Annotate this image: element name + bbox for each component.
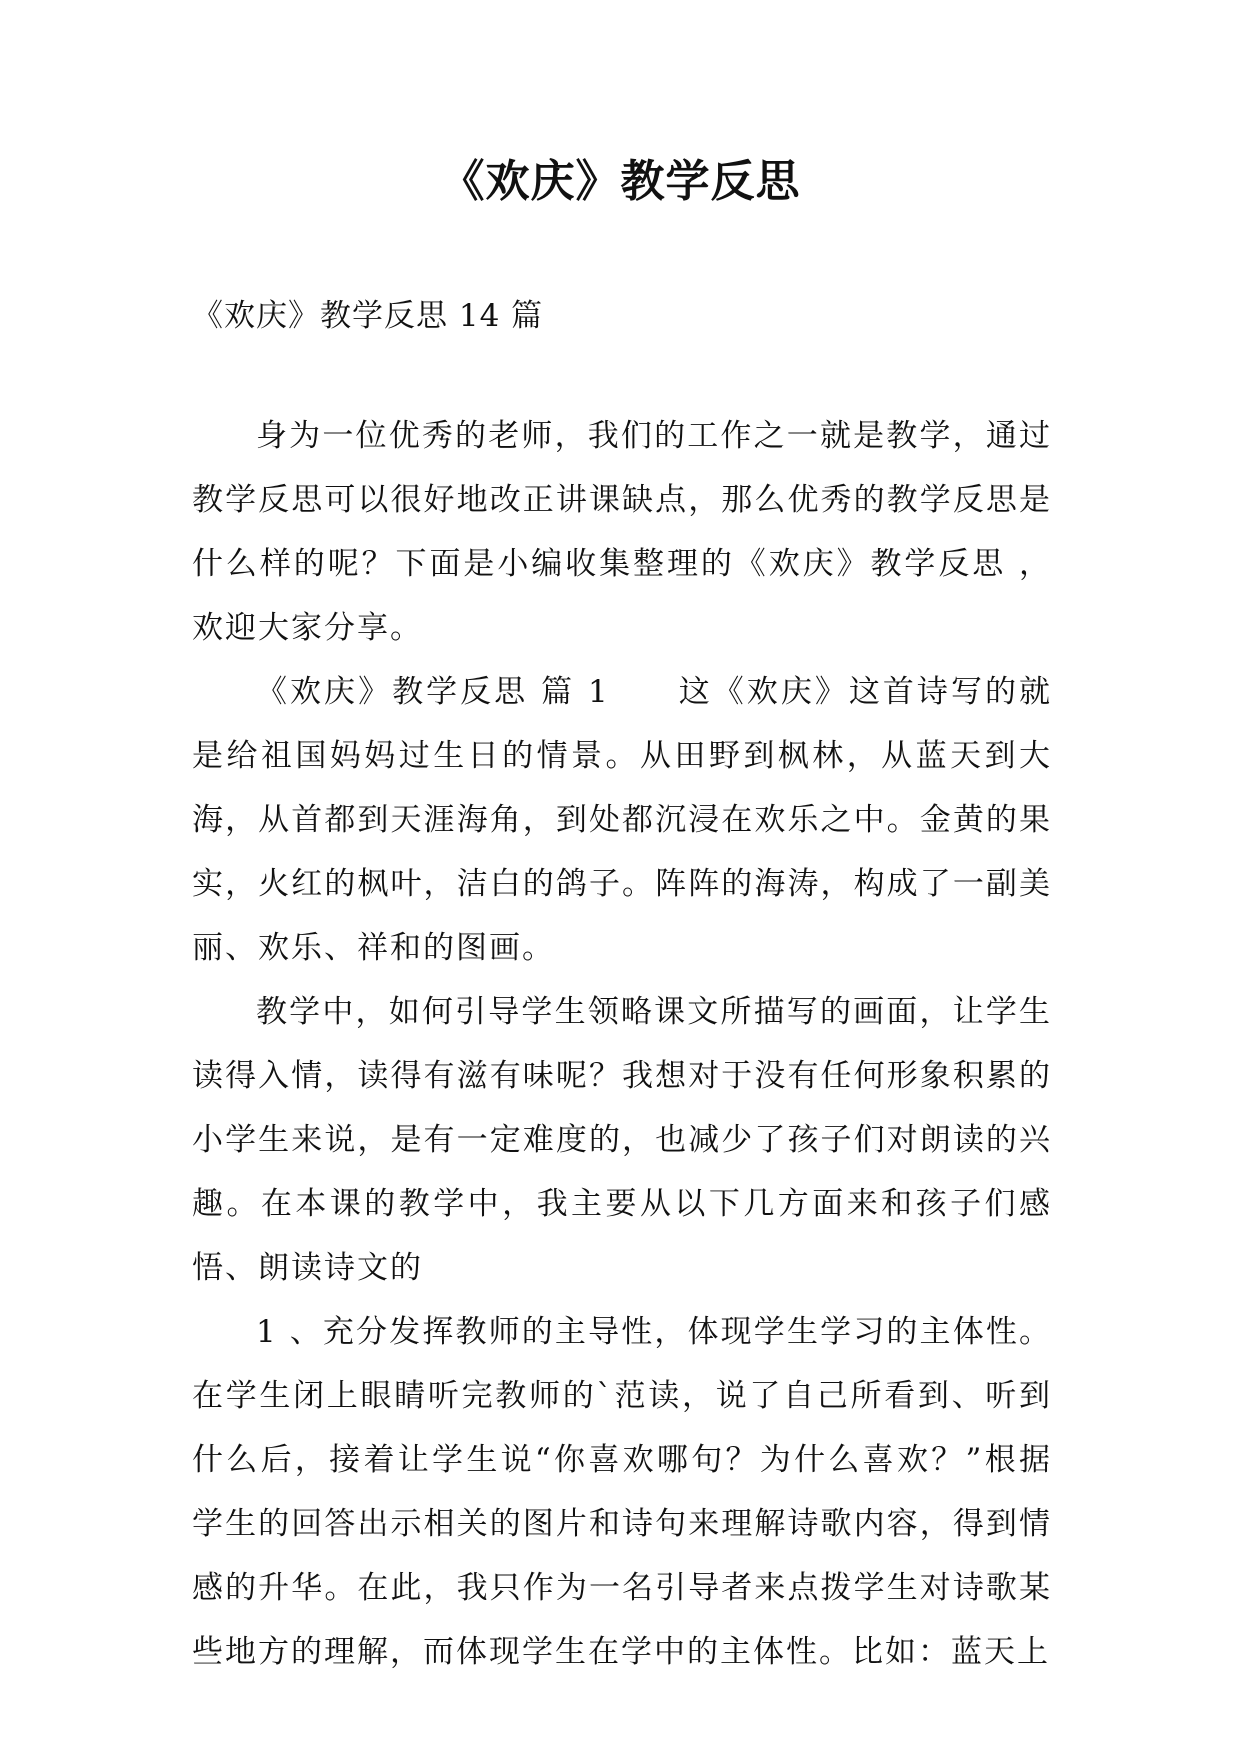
paragraph-intro: 身为一位优秀的老师，我们的工作之一就是教学，通过教学反思可以很好地改正讲课缺点，那么优秀的教学反思是什么样的呢？下面是小编收集整理的《欢庆》教学反思 ，欢迎大家分享。 xyxy=(192,418,1052,646)
paragraph-teaching: 教学中，如何引导学生领略课文所描写的画面，让学生读得入情，读得有滋有味呢？我想对于没有任何形象积累的小学生来说，是有一定难度的，也减少了孩子们对朗读的兴趣。在本课的教学中，我主要从以下几方面来和孩子们感悟、朗读诗文的 xyxy=(192,994,1052,1286)
document-title: 《欢庆》教学反思 xyxy=(440,156,801,207)
paragraph-part-1: 《欢庆》教学反思 篇 1 这《欢庆》这首诗写的就是给祖国妈妈过生日的情景。从田野到枫林，从蓝天到大海，从首都到天涯海角，到处都沉浸在欢乐之中。金黄的果实，火红的枫叶，洁白的鸽子。阵阵的海涛，构成了一副美丽、欢乐、祥和的图画。 xyxy=(192,674,1052,966)
paragraph-point-1: 1 、充分发挥教师的主导性，体现学生学习的主体性。在学生闭上眼睛听完教师的`范读，说了自己所看到、听到什么后，接着让学生说“你喜欢哪句？为什么喜欢？”根据学生的回答出示相关的图片和诗句来理解诗歌内容，得到情感的升华。在此，我只作为一名引导者来点拨学生对诗歌某些地方的理解，而体现学生在学中的主体性。比如：蓝天上 xyxy=(192,1314,1052,1670)
document-subtitle: 《欢庆》教学反思 14 篇 xyxy=(192,298,544,334)
document-body xyxy=(192,404,1052,1684)
